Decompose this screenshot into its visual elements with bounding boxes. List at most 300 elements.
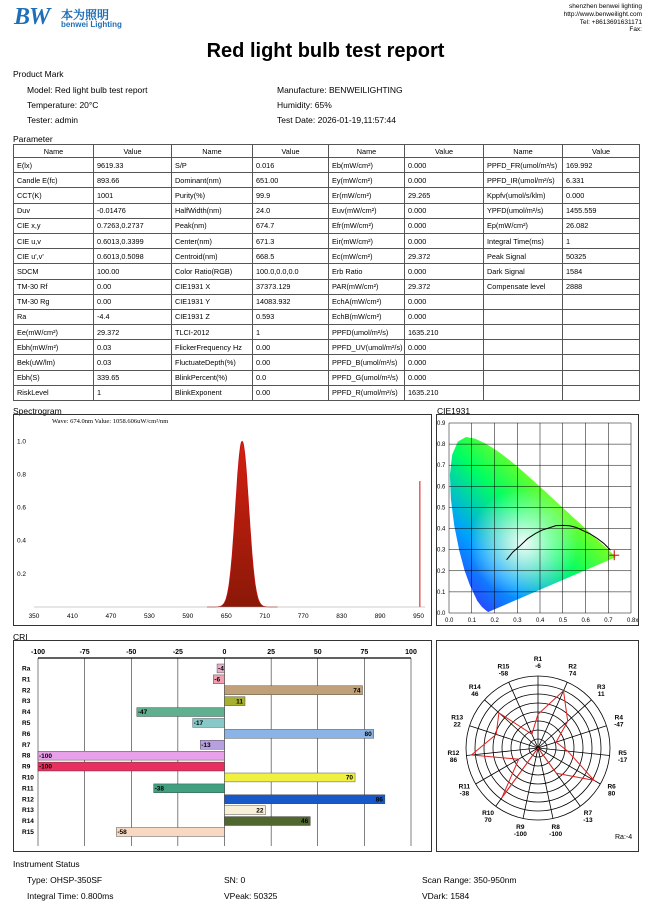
table-cell: Duv: [14, 203, 94, 218]
polar-value: 86: [449, 756, 458, 764]
company-name-en: benwei Lighting: [61, 20, 122, 29]
integral-time: Integral Time: 0.800ms: [27, 891, 114, 901]
table-cell: FluctuateDepth(%): [172, 355, 253, 370]
logo: BW: [14, 4, 50, 30]
table-cell: 0.00: [94, 279, 172, 294]
cie-y-tick: 0.5: [437, 505, 446, 512]
table-cell: 0.000: [405, 340, 484, 355]
table-row: [14, 158, 640, 173]
table-cell: -4.4: [94, 309, 172, 324]
table-cell: 0.6013,0.3399: [94, 233, 172, 248]
cie-x-tick: 0.7: [604, 618, 613, 624]
table-cell: [484, 325, 563, 340]
table-cell: 0.000: [405, 233, 484, 248]
contact-company: shenzhen benwei lighting: [569, 3, 642, 10]
polar-value: 46: [471, 691, 479, 699]
table-cell: PPFD_FR(umol/m²/s): [484, 158, 563, 173]
polar-value: 11: [597, 691, 605, 699]
tester-text: Tester: admin: [27, 115, 79, 125]
table-cell: BlinkPercent(%): [172, 370, 253, 385]
polar-spoke: [484, 700, 538, 748]
table-cell: TM-30 Rg: [14, 294, 94, 309]
cie-x-tick: 0.8x: [627, 618, 639, 624]
cri-bar: [38, 751, 225, 760]
cri-tick-label: 75: [360, 649, 369, 656]
cie-x-tick: 0.4: [536, 618, 545, 624]
x-tick-label: 470: [105, 613, 117, 620]
table-cell: Purity(%): [172, 188, 253, 203]
cri-bar-value: 80: [364, 731, 372, 738]
x-tick-label: 410: [67, 613, 78, 620]
table-cell: Bek(uW/lm): [14, 355, 94, 370]
cri-bar-value: -6: [214, 676, 221, 684]
table-cell: 50325: [563, 249, 640, 264]
table-cell: [563, 370, 640, 385]
cri-bar: [137, 708, 225, 717]
cie-chart: [437, 415, 640, 627]
table-cell: EchA(mW/cm²): [329, 294, 405, 309]
polar-label: R2: [568, 663, 577, 671]
cie-y-tick: 0.6: [437, 484, 446, 491]
table-cell: TLCI-2012: [172, 325, 253, 340]
polar-label: R8: [551, 824, 560, 832]
table-cell: Centroid(nm): [172, 249, 253, 264]
cri-bar-value: -58: [117, 829, 127, 837]
table-cell: 671.3: [253, 233, 329, 248]
table-cell: 893.66: [94, 173, 172, 188]
cri-row-label: R13: [22, 807, 34, 815]
contact-tel: Tel: +8613691631171: [579, 18, 642, 26]
table-cell: 1455.559: [563, 203, 640, 218]
table-row: [14, 203, 640, 218]
table-cell: 0.000: [405, 370, 484, 385]
table-row: [14, 385, 640, 400]
manufacture-text: Manufacture: BENWEILIGHTING: [277, 85, 403, 95]
cri-row-label: R11: [22, 785, 34, 793]
cie-y-tick: 0.4: [437, 526, 446, 533]
table-cell: Erb Ratio: [329, 264, 405, 279]
table-cell: Ey(mW/cm²): [329, 173, 405, 188]
x-tick-label: 350: [28, 613, 40, 620]
table-header-cell: Name: [484, 145, 563, 158]
table-row: [14, 294, 640, 309]
cri-bar-value: 46: [301, 818, 309, 826]
table-cell: CIE x,y: [14, 218, 94, 233]
table-cell: 674.7: [253, 218, 329, 233]
cie-heading: CIE1931: [437, 406, 471, 416]
polar-spoke: [538, 726, 606, 748]
spectrum-readout: Wave: 674.0nm Value: 1058.606uW/cm²/nm: [52, 418, 169, 425]
cri-row-label: R14: [22, 818, 34, 826]
cri-heading: CRI: [13, 632, 28, 642]
table-cell: BlinkExponent: [172, 385, 253, 400]
cri-bar-chart: [14, 641, 433, 853]
x-tick-label: 890: [374, 613, 386, 620]
polar-ra-label: Ra:-4: [615, 834, 633, 841]
table-cell: [563, 294, 640, 309]
table-cell: CIE u',v': [14, 249, 94, 264]
table-cell: 29.372: [94, 325, 172, 340]
cie-y-tick: 0.2: [437, 568, 446, 575]
table-cell: 0.000: [405, 203, 484, 218]
cri-bar-value: 86: [375, 796, 383, 804]
table-cell: Ep(mW/cm²): [484, 218, 563, 233]
cie-x-tick: 0.2: [490, 618, 499, 624]
table-cell: SDCM: [14, 264, 94, 279]
cri-bar: [116, 828, 224, 837]
table-cell: -0.01476: [94, 203, 172, 218]
table-cell: [484, 309, 563, 324]
table-header-cell: Value: [253, 145, 329, 158]
spectrogram-chart: [14, 415, 433, 627]
instrument-heading: Instrument Status: [13, 859, 80, 869]
temperature-text: Temperature: 20°C: [27, 100, 99, 110]
table-cell: 0.000: [405, 355, 484, 370]
table-row: [14, 340, 640, 355]
table-cell: 1584: [563, 264, 640, 279]
table-cell: Ebh(S): [14, 370, 94, 385]
table-cell: [484, 340, 563, 355]
cie-x-tick: 0.5: [558, 618, 568, 624]
cri-row-label: R2: [22, 687, 31, 695]
table-cell: 29.372: [405, 249, 484, 264]
table-row: [14, 173, 640, 188]
cri-polar-panel: [436, 640, 639, 852]
cie-y-tick: 0.1: [437, 589, 446, 596]
cri-bar-value: -17: [193, 720, 204, 728]
polar-value: 80: [607, 790, 616, 798]
table-cell: 0.00: [253, 340, 329, 355]
cri-bar-value: 74: [353, 687, 361, 695]
cri-bar: [38, 762, 225, 771]
table-cell: FlickerFrequency Hz: [172, 340, 253, 355]
cri-bar-panel: [13, 640, 432, 852]
cri-row-label: R12: [22, 796, 34, 804]
test-date-text: Test Date: 2026-01-19,11:57:44: [277, 115, 396, 125]
table-row: [14, 309, 640, 324]
cri-row-label: R10: [22, 774, 34, 782]
table-cell: 0.7263,0.2737: [94, 218, 172, 233]
cri-row-label: R4: [22, 709, 31, 717]
cri-row-label: R1: [22, 676, 31, 684]
cie-y-tick: 0.9: [437, 421, 446, 427]
table-row: [14, 370, 640, 385]
cri-bar-value: -100: [39, 752, 53, 760]
table-cell: PPFD_G(umol/m²/s): [329, 370, 405, 385]
cri-row-label: R9: [22, 763, 31, 771]
polar-label: R10: [482, 809, 495, 817]
table-cell: CIE u,v: [14, 233, 94, 248]
polar-label: R14: [468, 684, 481, 692]
cri-bar-value: -13: [201, 741, 211, 749]
table-cell: 668.5: [253, 249, 329, 264]
y-tick-label: 0.2: [17, 570, 27, 578]
table-cell: Ee(mW/cm²): [14, 325, 94, 340]
cri-polar-chart: [437, 641, 640, 853]
spectrum-fill: [207, 441, 278, 607]
table-cell: Candle E(fc): [14, 173, 94, 188]
cie-x-tick: 0.1: [467, 618, 477, 624]
cri-row-label: R8: [22, 752, 31, 760]
parameter-table: [13, 144, 640, 401]
vpeak-value: VPeak: 50325: [224, 891, 278, 901]
table-cell: 0.000: [405, 218, 484, 233]
cie-y-tick: 0.3: [437, 547, 446, 554]
y-tick-label: 0.4: [17, 537, 27, 545]
humidity-text: Humidity: 65%: [277, 100, 332, 110]
cri-bar: [225, 817, 311, 826]
table-cell: EchB(mW/cm²): [329, 309, 405, 324]
table-row: [14, 188, 640, 203]
polar-label: R1: [533, 656, 543, 663]
polar-label: R9: [516, 824, 525, 832]
table-cell: PPFD_R(umol/m²/s): [329, 385, 405, 400]
table-cell: [484, 294, 563, 309]
table-cell: TM-30 Rf: [14, 279, 94, 294]
parameter-heading: Parameter: [13, 134, 53, 144]
cri-row-label: R6: [22, 730, 31, 738]
contact-website: http://www.benweilight.com: [563, 10, 642, 18]
table-cell: 1635.210: [405, 385, 484, 400]
company-name-cn: 本为照明: [61, 8, 110, 22]
cri-tick-label: -75: [79, 649, 90, 656]
cri-bar-value: 11: [236, 698, 244, 706]
table-cell: PAR(mW/cm²): [329, 279, 405, 294]
polar-value: 74: [568, 670, 577, 678]
scan-range: Scan Range: 350-950nm: [422, 875, 517, 885]
table-cell: RiskLevel: [14, 385, 94, 400]
polar-label: R4: [614, 714, 623, 722]
table-cell: 651.00: [253, 173, 329, 188]
table-cell: [484, 385, 563, 400]
table-cell: [563, 309, 640, 324]
x-tick-label: 530: [143, 613, 155, 620]
table-cell: 169.992: [563, 158, 640, 173]
table-cell: Ebh(mW/m²): [14, 340, 94, 355]
table-row: [14, 233, 640, 248]
table-cell: Dark Signal: [484, 264, 563, 279]
table-cell: Integral Time(ms): [484, 233, 563, 248]
cie-y-tick: 0.8: [437, 442, 446, 449]
cie-x-tick: 0.0: [445, 618, 454, 624]
table-cell: 14083.932: [253, 294, 329, 309]
cri-bar-value: -47: [137, 709, 148, 717]
table-cell: 0.016: [253, 158, 329, 173]
polar-value: 22: [453, 721, 461, 729]
table-cell: PPFD_UV(umol/m²/s): [329, 340, 405, 355]
table-cell: CCT(K): [14, 188, 94, 203]
x-tick-label: 950: [413, 613, 425, 620]
cie-x-tick: 0.3: [513, 618, 522, 624]
product-mark-heading: Product Mark: [13, 69, 64, 79]
table-cell: 0.03: [94, 355, 172, 370]
cri-tick-label: -50: [126, 649, 137, 656]
polar-label: R11: [458, 783, 471, 791]
table-cell: 1: [253, 325, 329, 340]
contact-block: [472, 3, 642, 34]
table-cell: CIE1931 X: [172, 279, 253, 294]
cri-bar-value: 70: [345, 774, 354, 782]
table-cell: 0.593: [253, 309, 329, 324]
x-tick-label: 590: [182, 613, 194, 620]
table-cell: 37373.129: [253, 279, 329, 294]
table-header-cell: Name: [14, 145, 94, 158]
polar-value: -6: [535, 663, 541, 670]
polar-label: R3: [597, 684, 606, 692]
table-header-row: [14, 145, 640, 158]
polar-value: -100: [549, 831, 563, 839]
cri-tick-label: 50: [313, 649, 322, 656]
table-row: [14, 355, 640, 370]
table-cell: Peak(nm): [172, 218, 253, 233]
table-cell: 0.000: [405, 309, 484, 324]
table-cell: 1: [563, 233, 640, 248]
table-row: [14, 325, 640, 340]
polar-series: [471, 691, 594, 798]
table-cell: [563, 340, 640, 355]
table-cell: 1001: [94, 188, 172, 203]
table-cell: Ec(mW/cm²): [329, 249, 405, 264]
polar-value: -58: [498, 670, 509, 678]
table-cell: [563, 355, 640, 370]
table-cell: [563, 325, 640, 340]
vdark-value: VDark: 1584: [422, 891, 470, 901]
serial-number: SN: 0: [224, 875, 246, 885]
table-row: [14, 264, 640, 279]
spectrogram-panel: [13, 414, 432, 626]
table-cell: 2888: [563, 279, 640, 294]
table-cell: 0.03: [94, 340, 172, 355]
cie-y-tick: 0.7: [437, 463, 446, 470]
x-tick-label: 770: [297, 613, 309, 620]
spectrogram-heading: Spectrogram: [13, 406, 62, 416]
table-cell: [563, 385, 640, 400]
cri-bar-value: 22: [256, 807, 264, 815]
table-cell: 26.082: [563, 218, 640, 233]
x-tick-label: 830: [336, 613, 348, 620]
cri-tick-label: -100: [30, 649, 46, 656]
table-cell: 0.000: [563, 188, 640, 203]
table-cell: PPFD_B(umol/m²/s): [329, 355, 405, 370]
polar-value: -17: [617, 756, 628, 764]
table-cell: YPFD(umol/m²/s): [484, 203, 563, 218]
cri-row-label: R5: [22, 720, 31, 727]
table-cell: Er(mW/cm²): [329, 188, 405, 203]
y-tick-label: 1.0: [17, 438, 27, 446]
table-cell: CIE1931 Y: [172, 294, 253, 309]
table-cell: 0.000: [405, 264, 484, 279]
table-cell: Efr(mW/cm²): [329, 218, 405, 233]
polar-spoke: [470, 726, 538, 748]
polar-label: R15: [497, 663, 510, 671]
table-cell: 1635.210: [405, 325, 484, 340]
table-cell: PPFD_IR(umol/m²/s): [484, 173, 563, 188]
table-cell: Center(nm): [172, 233, 253, 248]
table-cell: 24.0: [253, 203, 329, 218]
cri-tick-label: 0: [222, 649, 227, 656]
cri-bar-value: -38: [154, 785, 165, 793]
polar-value: -13: [583, 816, 593, 824]
instrument-type: Type: OHSP-350SF: [27, 875, 103, 885]
table-cell: HalfWidth(nm): [172, 203, 253, 218]
cri-bar: [225, 686, 363, 695]
table-cell: 9619.33: [94, 158, 172, 173]
table-header-cell: Value: [405, 145, 484, 158]
cri-row-label: R3: [22, 698, 31, 706]
table-cell: 99.9: [253, 188, 329, 203]
cri-tick-label: 25: [267, 649, 276, 656]
polar-label: R5: [618, 749, 627, 757]
table-cell: 0.000: [405, 173, 484, 188]
table-cell: Eir(mW/cm²): [329, 233, 405, 248]
cri-bar: [225, 795, 385, 804]
table-cell: Peak Signal: [484, 249, 563, 264]
table-cell: Ra: [14, 309, 94, 324]
table-cell: Kppfv(umol/s/klm): [484, 188, 563, 203]
report-title: Red light bulb test report: [206, 40, 445, 62]
x-tick-label: 710: [259, 613, 271, 620]
cri-bar-value: -100: [39, 763, 53, 771]
table-header-cell: Value: [94, 145, 172, 158]
table-cell: 0.000: [405, 158, 484, 173]
cri-bar: [225, 729, 374, 738]
table-header-cell: Value: [563, 145, 640, 158]
cie-panel: [436, 414, 639, 626]
table-cell: 29.372: [405, 279, 484, 294]
table-cell: CIE1931 Z: [172, 309, 253, 324]
table-cell: Eb(mW/cm²): [329, 158, 405, 173]
table-cell: Compensate level: [484, 279, 563, 294]
table-row: [14, 218, 640, 233]
cri-bar-value: -4: [218, 665, 224, 673]
polar-value: -47: [614, 721, 624, 729]
table-cell: Euv(mW/cm²): [329, 203, 405, 218]
cri-bar: [154, 784, 225, 793]
polar-value: -38: [459, 790, 470, 798]
table-cell: Dominant(nm): [172, 173, 253, 188]
cie-x-tick: 0.6: [581, 618, 590, 624]
table-header-cell: Name: [329, 145, 405, 158]
table-cell: S/P: [172, 158, 253, 173]
y-tick-label: 0.6: [17, 504, 27, 512]
cri-bar: [225, 773, 356, 782]
x-tick-label: 650: [220, 613, 232, 620]
table-cell: 1: [94, 385, 172, 400]
table-cell: 100.00: [94, 264, 172, 279]
table-cell: 0.00: [253, 355, 329, 370]
table-cell: 100.0,0.0,0.0: [253, 264, 329, 279]
table-cell: E(lx): [14, 158, 94, 173]
table-cell: 0.000: [405, 294, 484, 309]
table-cell: 0.00: [253, 385, 329, 400]
table-cell: 0.00: [94, 294, 172, 309]
table-cell: PPFD(umol/m²/s): [329, 325, 405, 340]
cri-tick-label: -25: [172, 649, 183, 656]
polar-label: R6: [607, 783, 616, 791]
cri-row-label: R7: [22, 741, 31, 749]
table-cell: 6.331: [563, 173, 640, 188]
table-cell: 0.6013,0.5098: [94, 249, 172, 264]
polar-value: -100: [513, 831, 527, 839]
table-cell: [484, 355, 563, 370]
table-cell: 29.265: [405, 188, 484, 203]
polar-label: R12: [447, 749, 460, 757]
contact-fax: Fax:: [629, 26, 642, 34]
table-cell: Color Ratio(RGB): [172, 264, 253, 279]
table-cell: 339.65: [94, 370, 172, 385]
polar-label: R7: [583, 809, 593, 817]
polar-label: R13: [451, 714, 464, 722]
